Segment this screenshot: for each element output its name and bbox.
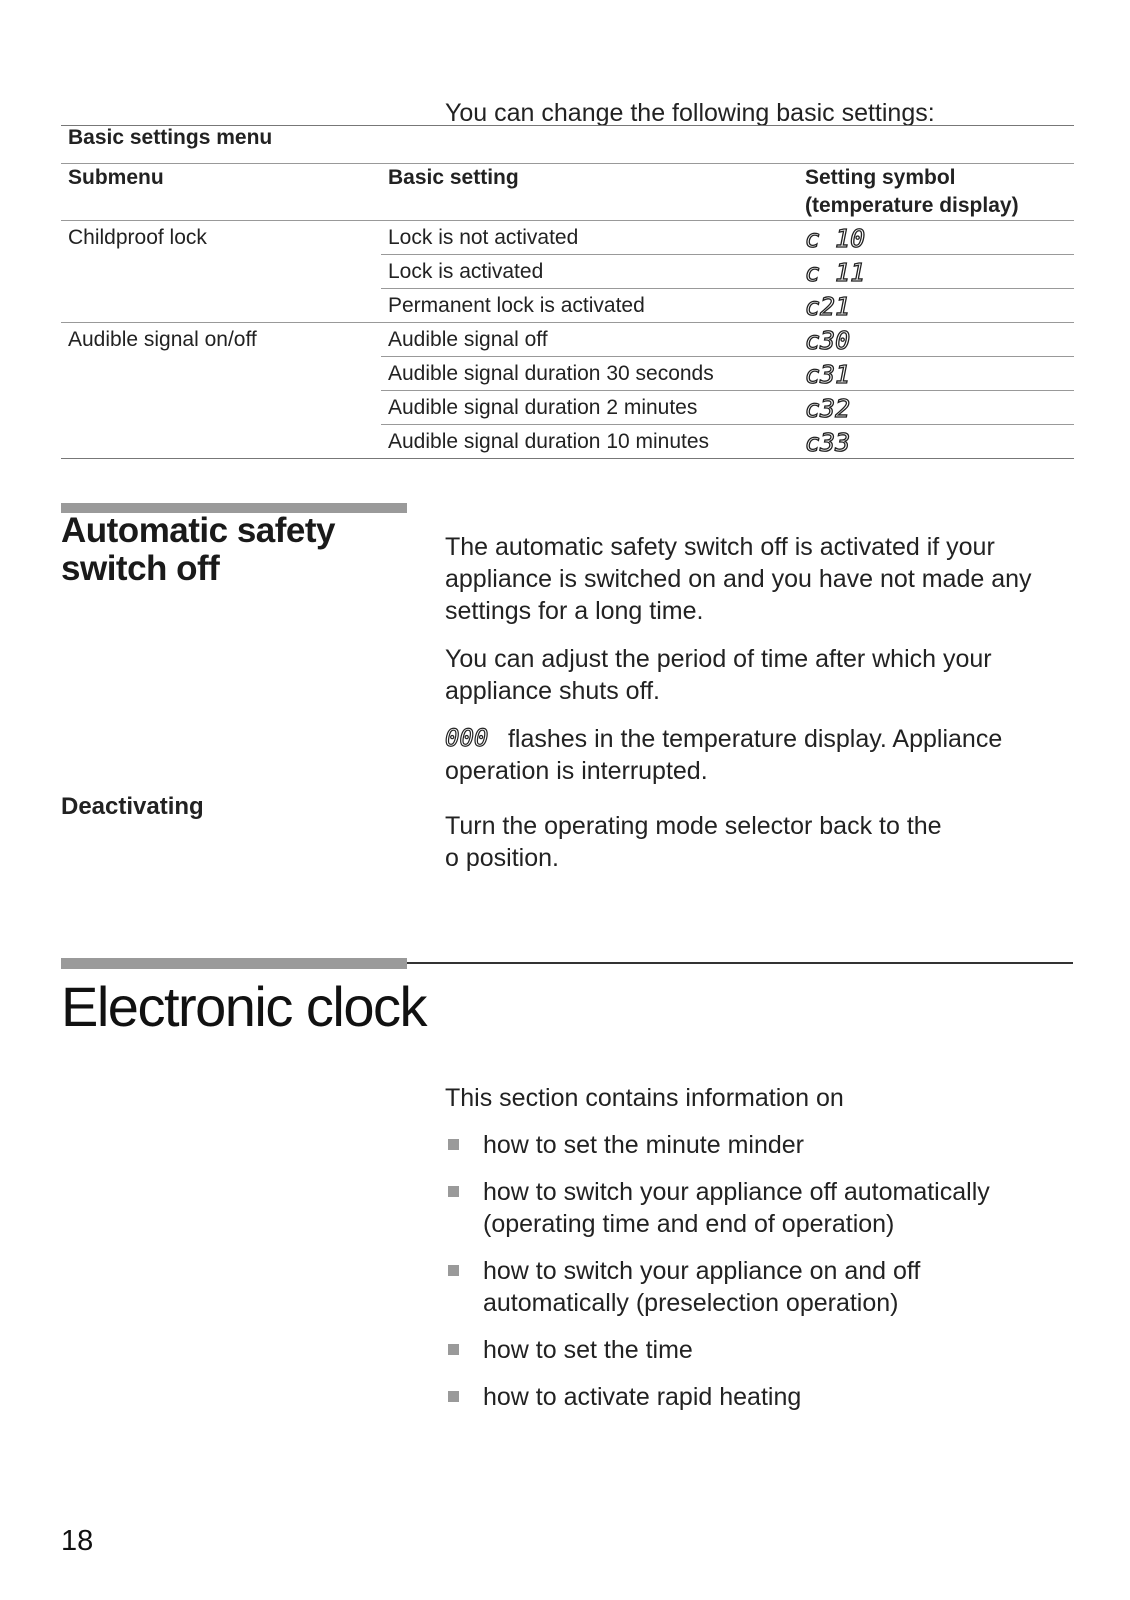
basic-settings-table (61, 125, 1074, 459)
setting-cell: Audible signal duration 10 minutes (381, 425, 798, 459)
header-setting-symbol (798, 164, 1074, 221)
setting-cell: Lock is not activated (381, 221, 798, 255)
intro-text: You can change the following basic settings: (445, 99, 935, 127)
safety-paragraph-1: The automatic safety switch off is activated if your appliance is switched on and you have not made any settings for a long time. (445, 533, 1032, 625)
setting-symbol-text: c21 (805, 293, 851, 319)
setting-symbol-text: c 11 (805, 259, 866, 285)
header-symbol-line2: (temperature display) (805, 194, 1019, 217)
header-basic-setting: Basic setting (381, 164, 798, 221)
page-title-electronic-clock: Electronic clock (61, 975, 427, 1038)
header-symbol-line1: Setting symbol (805, 166, 956, 189)
section-divider-bar (61, 958, 407, 969)
setting-symbol-text: c30 (805, 327, 851, 353)
submenu-cell (61, 425, 381, 459)
segment-display-symbol (805, 429, 885, 455)
list-item-text: how to set the minute minder (483, 1131, 804, 1159)
off-position-symbol: o (445, 844, 459, 872)
setting-symbol-text: c 10 (805, 225, 866, 251)
segment-display-symbol (805, 225, 885, 251)
setting-cell: Audible signal off (381, 323, 798, 357)
submenu-cell (61, 391, 381, 425)
menu-title: Basic settings menu (61, 126, 1074, 164)
submenu-cell (61, 289, 381, 323)
page-number: 18 (61, 1525, 94, 1557)
submenu-cell: Audible signal on/off (61, 323, 381, 357)
setting-cell: Audible signal duration 2 minutes (381, 391, 798, 425)
symbol-cell (798, 425, 1074, 459)
bullet-square-icon (448, 1344, 459, 1355)
submenu-cell: Childproof lock (68, 226, 207, 249)
list-item-text: how to switch your appliance off automatically (operating time and end of operation) (483, 1178, 990, 1238)
submenu-cell (61, 357, 381, 391)
list-item (445, 1381, 1065, 1413)
symbol-cell (798, 357, 1074, 391)
setting-symbol-text: c33 (805, 429, 851, 455)
segment-display-000-text: 000 (445, 724, 489, 750)
setting-cell: Permanent lock is activated (381, 289, 798, 323)
list-item-text: how to activate rapid heating (483, 1383, 802, 1411)
section-title-line1: Automatic safety (61, 511, 336, 550)
table-row (61, 323, 1074, 357)
segment-display-symbol (805, 327, 885, 353)
symbol-cell (798, 221, 1074, 255)
section-title-line2: switch off (61, 549, 220, 588)
list-item (445, 1176, 1065, 1240)
table-row (61, 357, 1074, 391)
table-row (61, 391, 1074, 425)
deactivating-text-main: Turn the operating mode selector back to the (445, 812, 942, 840)
table-menu-row (61, 126, 1074, 164)
bullet-square-icon (448, 1186, 459, 1197)
section-title-safety (61, 512, 401, 588)
safety-paragraph-3-text: flashes in the temperature display. Appliance operation is interrupted. (445, 725, 1003, 785)
segment-display-000-icon (445, 724, 501, 750)
segment-display-symbol (805, 259, 885, 285)
table-row (61, 255, 1074, 289)
symbol-cell (798, 323, 1074, 357)
deactivating-label: Deactivating (61, 793, 204, 820)
list-item (445, 1334, 1065, 1366)
clock-intro: This section contains information on (445, 1084, 844, 1112)
safety-paragraph-3 (445, 723, 1065, 787)
segment-display-symbol (805, 361, 885, 387)
table-row (61, 289, 1074, 323)
setting-symbol-text: c32 (805, 395, 851, 421)
symbol-cell (798, 255, 1074, 289)
deactivating-text-end: position. (458, 844, 559, 872)
list-item-text: how to switch your appliance on and off automatically (preselection operation) (483, 1257, 921, 1317)
table-header-row (61, 164, 1074, 221)
segment-display-symbol (805, 395, 885, 421)
table-row (61, 425, 1074, 459)
symbol-cell (798, 391, 1074, 425)
list-item-text: how to set the time (483, 1336, 693, 1364)
bullet-square-icon (448, 1391, 459, 1402)
symbol-cell (798, 289, 1074, 323)
bullet-square-icon (448, 1265, 459, 1276)
list-item (445, 1129, 1065, 1161)
list-item (445, 1255, 1065, 1319)
setting-cell: Audible signal duration 30 seconds (381, 357, 798, 391)
submenu-cell (61, 255, 381, 289)
header-submenu: Submenu (61, 164, 381, 221)
setting-symbol-text: c31 (805, 361, 851, 387)
table-row (61, 221, 1074, 255)
safety-paragraph-2: You can adjust the period of time after which your appliance shuts off. (445, 645, 992, 705)
segment-display-symbol (805, 293, 885, 319)
clock-topics-list (445, 1129, 1065, 1428)
bullet-square-icon (448, 1139, 459, 1150)
deactivating-text (445, 810, 1065, 874)
setting-cell: Lock is activated (381, 255, 798, 289)
